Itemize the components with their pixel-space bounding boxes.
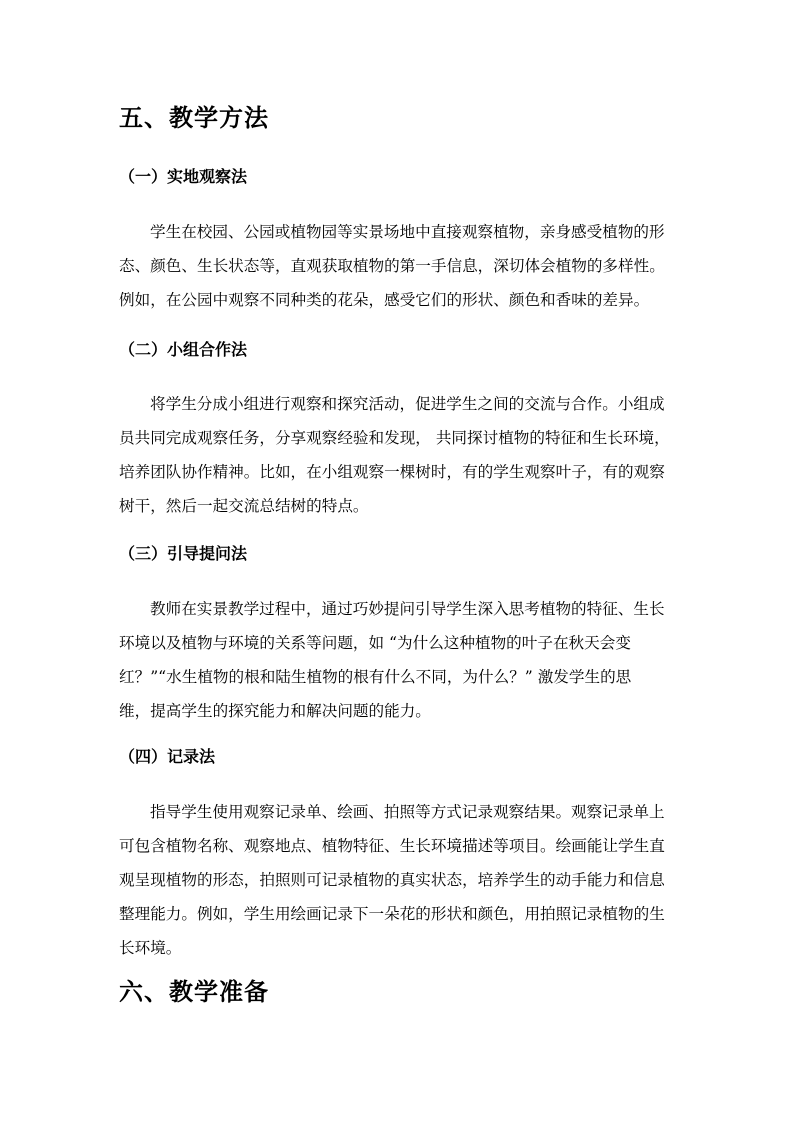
- paragraph-guided-questioning: [119, 592, 679, 728]
- section-title-teaching-preparation: 六、教学准备: [119, 977, 269, 1006]
- paragraph-line: 整理能力。例如，学生用绘画记录下一朵花的形状和颜色，用拍照记录植物的生: [119, 905, 665, 923]
- subsection-heading-field-observation: （一）实地观察法: [119, 167, 248, 186]
- paragraph-line: 红？”“水生植物的根和陆生植物的根有什么不同，为什么？” 激发学生的思: [119, 668, 632, 686]
- paragraph-line: 可包含植物名称、观察地点、植物特征、生长环境描述等项目。绘画能让学生直: [119, 837, 665, 855]
- paragraph-line: 态、颜色、生长状态等，直观获取植物的第一手信息，深切体会植物的多样性。: [119, 257, 665, 275]
- paragraph-line: 培养团队协作精神。比如，在小组观察一棵树时，有的学生观察叶子，有的观察: [119, 463, 665, 481]
- paragraph-field-observation: [119, 215, 679, 317]
- paragraph-line: 教师在实景教学过程中，通过巧妙提问引导学生深入思考植物的特征、生长: [150, 600, 665, 618]
- subsection-heading-recording: （四）记录法: [119, 747, 216, 766]
- paragraph-line: 学生在校园、公园或植物园等实景场地中直接观察植物，亲身感受植物的形: [150, 223, 665, 241]
- paragraph-line: 将学生分成小组进行观察和探究活动，促进学生之间的交流与合作。小组成: [150, 395, 665, 413]
- subsection-heading-group-cooperation: （二）小组合作法: [119, 340, 248, 359]
- paragraph-line: 观呈现植物的形态，拍照则可记录植物的真实状态，培养学生的动手能力和信息: [119, 871, 665, 889]
- paragraph-line: 树干，然后一起交流总结树的特点。: [119, 497, 369, 515]
- section-title-teaching-methods: 五、教学方法: [119, 103, 269, 132]
- paragraph-line: 长环境。: [119, 939, 182, 957]
- paragraph-recording: [119, 795, 679, 965]
- paragraph-line: 维，提高学生的探究能力和解决问题的能力。: [119, 702, 431, 720]
- paragraph-line: 例如，在公园中观察不同种类的花朵，感受它们的形状、颜色和香味的差异。: [119, 291, 650, 309]
- subsection-heading-guided-questioning: （三）引导提问法: [119, 544, 248, 563]
- paragraph-line: 指导学生使用观察记录单、绘画、拍照等方式记录观察结果。观察记录单上: [150, 803, 665, 821]
- paragraph-line: 员共同完成观察任务，分享观察经验和发现， 共同探讨植物的特征和生长环境，: [119, 429, 670, 447]
- paragraph-group-cooperation: [119, 387, 679, 523]
- paragraph-line: 环境以及植物与环境的关系等问题，如 “为什么这种植物的叶子在秋天会变: [119, 634, 631, 652]
